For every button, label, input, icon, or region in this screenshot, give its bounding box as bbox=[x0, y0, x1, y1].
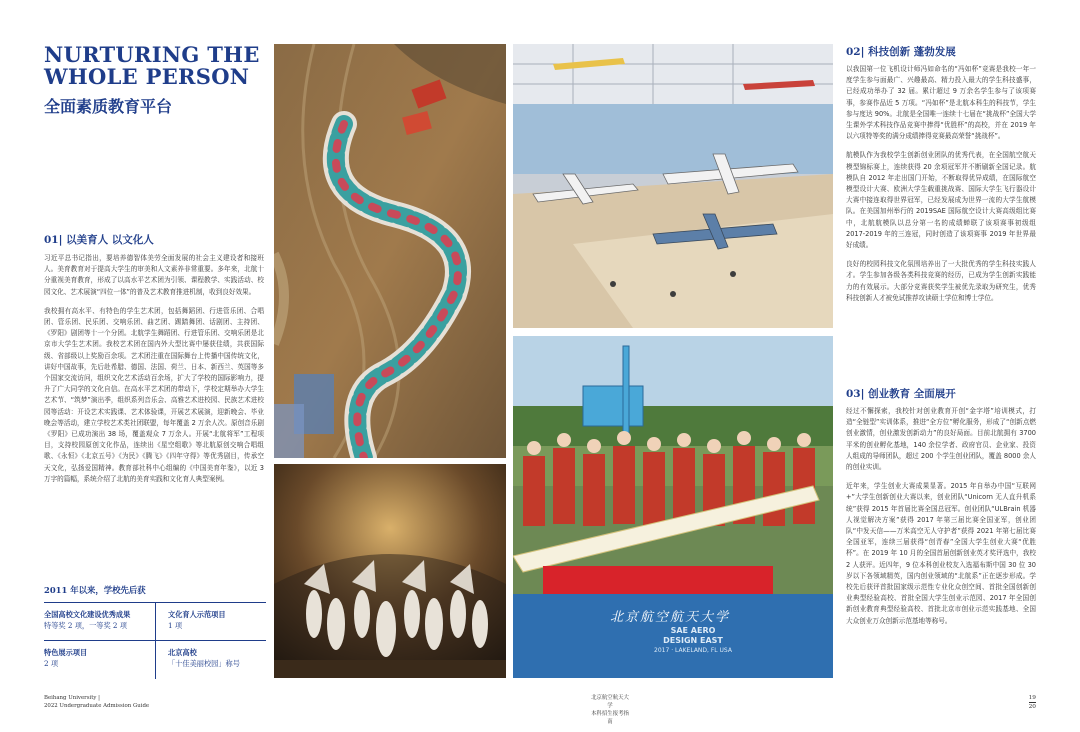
photo-campus-art-installation bbox=[274, 44, 506, 458]
paragraph: 习近平总书记指出，要培养德智体美劳全面发展的社会主义建设者和接班人。美育教育对于提高大学生的审美和人文素养非常重要。多年来，北航十分重视美育教育，形成了以高水平艺术团为引领、课程教学、实践活动、校园文化、艺术展演“四位一体”的普及艺术教育推进机制，收到良好效果。 bbox=[44, 254, 264, 296]
banner-text: 北京航空航天大学 bbox=[609, 610, 730, 625]
paragraph: 以我国第一位飞机设计师冯如命名的“冯如杯”竞赛是我校一年一度学生参与面最广、兴趣最高、精力投入最大的学生科技盛事，已经成功举办了 32 届。累计超过 9 万余名学生参与了该项赛事，参赛作品近 5 万项。“冯如杯”是北航本科生的科技节，学生参与度达 90%。北航是全国唯一连续十七届在“挑战杯”全国大学生课外学术科技作品竞赛中捧得“优胜杯”的高校，并在 2019 年以六项特等奖的满分成绩捧得竞赛最高荣誉“挑战杯”。 bbox=[846, 65, 1036, 141]
footer-center-title: 北京航空航天大学 本科招生报考指南 bbox=[591, 695, 629, 725]
paragraph: 航模队作为我校学生创新创业团队的优秀代表，在全国航空航天模型锦标赛上，连续获得 20 余项冠军并不断刷新全国记录。航模队自 2012 年走出国门开始，不断取得优异成绩，在国际航空模型设计大赛、欧洲大学生载重挑战赛、国际大学生飞行器设计大赛中接连取得世界冠军，已经发展成为世界一流的大学生航模队。在美国加州举行的 2019SAE 国际航空设计大赛高级组比赛中，北航航模队以总分第一名的成绩蝉联了该项赛事初级组 2017-2019 年的三连冠，同时创造了该项赛事 2019 年世界最好成绩。 bbox=[846, 151, 1036, 250]
award-item: 文化育人示范项目 1 项 bbox=[155, 603, 266, 641]
page-title-english: NURTURING THE WHOLE PERSON bbox=[44, 42, 260, 89]
paragraph: 我校拥有高水平、有特色的学生艺术团，包括舞蹈团、行进管乐团、合唱团、管乐团、民乐团、交响乐团、曲艺团、踢踏舞团、话剧团、主持团、《罗阳》剧团等十一个分团。北航学生舞蹈团、行进管乐团、交响乐团是北京市大学生艺术团。我校艺术团在国内外大型比赛中屡获佳绩，共获国际级、省部级以上奖励百余项。艺术团注重在国际舞台上传播中国传统文化，讲好中国故事，先后赴希腊、德国、法国、荷兰、日本、新西兰、英国等多个国家交流访问，组织文化艺术活动百余场，扩大了学校的国际影响力，提升了广大同学的文化自信。在高水平艺术团的带动下，学校定期举办大学生艺术节、“筑梦”演出季，组织系列音乐会、高雅艺术进校园、民族艺术进校园等活动：开设艺术实践课、艺术体验课，开展艺术展演，迎新晚会、毕业晚会等活动，建立学校艺术类社团联盟，每年覆盖 2 万余人次。原创音乐剧《罗阳》已成功演出 38 场，覆盖观众 7 万余人。开展“北航将军”工程项目，支持校园原创文化作品，连续出《星空组歌》等北航原创交响合唱组歌、《永恒》《北京五号》《为民》《腾飞》《四年守得》等优秀剧目，传承空天文化，弘扬爱国精神。教育部社科中心组编的《中国美育年鉴》，以近 3 万字的篇幅，系统介绍了北航的美育实践和文化育人典型案例。 bbox=[44, 306, 264, 483]
paragraph: 近年来，学生创业大赛成果显著。2015 年自举办中国“互联网+”大学生创新创业大赛以来，创业团队“Unicorn 无人直升机系统”获得 2015 年首届比赛全国总冠军。创业团队“ULBrain 机器人视觉解决方案”获得 2017 年第三届比赛全国亚军，创业团队“中发天信——万米高空无人守护者”获得 2021 年第七届比赛全国亚军，连续三届获得“创青春”全国大学生创业大赛“优胜杯”。在 2019 年 10 月的全国首届创新创业英才奖评选中，我校 2 人获评。近四年，9 位本科创业校友入选福布斯中国 30 位 30 岁以下各领域精英，国内创业领域的“北航系”正在逐步形成。学校先后获评首批国家级示范性专业化众创空间、首批全国创新创业典型经验高校、首批全国大学生创业示范园、2017 年全国创新创业教育典型经验高校、首批北京市创业示范实践基地、全国大众创业万众创新示范基地等称号。 bbox=[846, 482, 1036, 625]
photo-dance-performance bbox=[274, 464, 506, 678]
paragraph: 良好的校园科技文化氛围培养出了一大批优秀的学生科技实践人才。学生参加各级各类科技竞赛的经历，已成为学生创新实践能力的有效展示。大部分竞赛获奖学生被优先录取为研究生，优秀科技创新人才被免试推荐攻读硕士学位和博士学位。 bbox=[846, 260, 1036, 302]
section-entrepreneurship bbox=[846, 386, 1036, 635]
paragraph: 经过不懈探索，我校针对创业教育开创“金字塔”培训模式，打造“全链型”实训体系，推进“全方位”孵化服务，形成了“创新点燃创业激情，创业激发创新动力”的良好局面。目前北航拥有 3700 平米的创业孵化基地，140 余位学者、政府官员、企业家、投资人组成的导师团队，超过 200 个学生创业团队，覆盖 8000 余人的创业实训。 bbox=[846, 407, 1036, 472]
section-heading: 02| 科技创新 蓬勃发展 bbox=[846, 46, 956, 58]
section-heading: 03| 创业教育 全面展开 bbox=[846, 388, 956, 400]
section-heading: 01| 以美育人 以文化人 bbox=[44, 234, 154, 246]
page-number: 19 20 bbox=[1028, 695, 1036, 710]
banner-subtitle: SAE AERO DESIGN EAST 2017 · LAKELAND, FL USA bbox=[654, 626, 732, 654]
photo-aero-design-team bbox=[513, 336, 833, 678]
page-title-chinese: 全面素质教育平台 bbox=[44, 97, 173, 116]
section-tech-innovation bbox=[846, 44, 1036, 312]
footer-publication: Beihang University | 2022 Undergraduate Admission Guide bbox=[44, 695, 150, 709]
award-item: 特色展示项目 2 项 bbox=[44, 648, 88, 668]
award-item: 全国高校文化建设优秀成果 特等奖 2 项，一等奖 2 项 bbox=[44, 603, 155, 641]
section-aesthetic-education bbox=[44, 232, 264, 493]
photo-aviation-museum bbox=[513, 44, 833, 328]
awards-heading: 2011 年以来，学校先后获 bbox=[44, 584, 266, 603]
award-item: 北京高校 「十佳美丽校园」称号 bbox=[155, 641, 266, 679]
awards-summary bbox=[44, 584, 266, 679]
